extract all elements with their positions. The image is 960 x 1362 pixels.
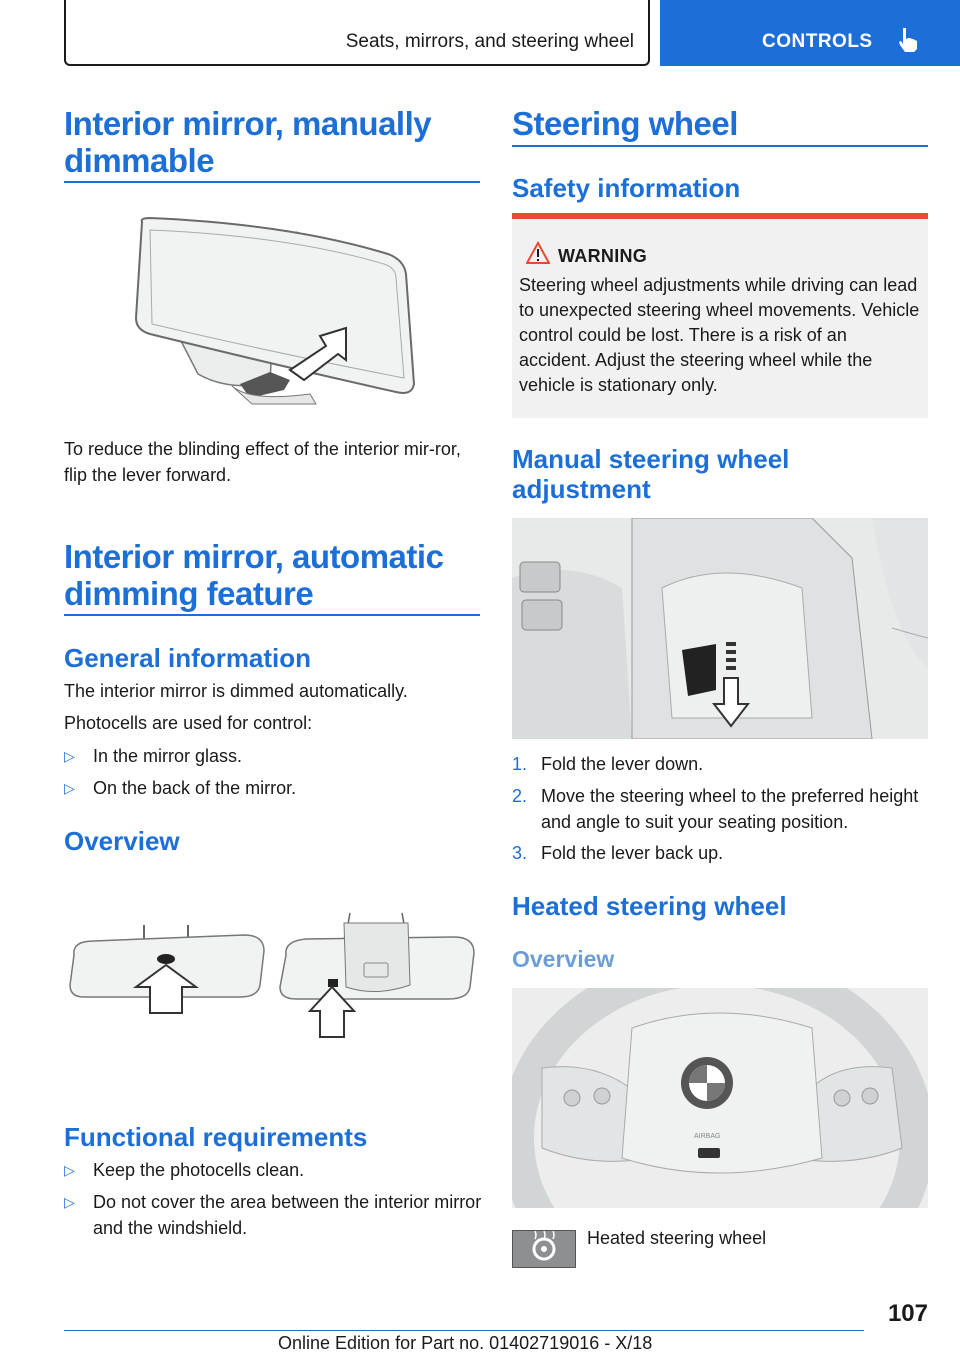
step-text: Fold the lever down. — [541, 754, 704, 774]
heading-rule — [64, 614, 480, 616]
step-number: 2. — [512, 786, 528, 806]
step-text: Move the steering wheel to the preferred height and angle to suit your seating position. — [541, 786, 919, 832]
warning-triangle-icon — [526, 241, 550, 265]
manual-dimming-text: To reduce the blinding effect of the interior mir-ror, flip the lever forward. — [64, 439, 461, 485]
header-section-tab — [64, 0, 650, 66]
figure-mirror-photocells — [64, 905, 480, 1045]
bullet-triangle-icon: ▷ — [64, 1162, 75, 1178]
heading-automatic-dimming: Interior mirror, automatic dimming feature — [64, 538, 444, 612]
heated-steering-wheel-button-icon — [512, 1230, 576, 1268]
general-text-2: Photocells are used for control: — [64, 713, 313, 733]
heading-safety-information: Safety information — [512, 173, 741, 203]
warning-box — [512, 213, 928, 418]
footer-edition: Online Edition for Part no. 01402719016 - X/18 — [278, 1333, 653, 1353]
heated-button-caption: Heated steering wheel — [587, 1228, 767, 1248]
general-text-1: The interior mirror is dimmed automatically. — [64, 681, 408, 701]
list-item-text: On the back of the mirror. — [93, 778, 297, 798]
list-item-text: In the mirror glass. — [93, 746, 243, 766]
heading-functional-requirements: Functional requirements — [64, 1122, 368, 1152]
figure-heated-steering-wheel — [512, 988, 928, 1208]
heading-steering-wheel: Steering wheel — [512, 105, 738, 142]
heading-rule — [64, 181, 480, 183]
bullet-triangle-icon: ▷ — [64, 780, 75, 796]
list-item-text: Keep the photocells clean. — [93, 1160, 305, 1180]
heading-manual-dimmable: Interior mirror, manually dimmable — [64, 105, 432, 179]
heading-overview: Overview — [64, 826, 180, 856]
list-item-text: Do not cover the area between the interior mirror and the windshield. — [93, 1192, 482, 1238]
step-text: Fold the lever back up. — [541, 843, 724, 863]
heading-manual-steering-adjustment: Manual steering wheel adjustment — [512, 444, 790, 504]
pointing-hand-icon — [896, 27, 922, 53]
heading-heated-steering-wheel: Heated steering wheel — [512, 891, 787, 921]
warning-text: Steering wheel adjustments while driving can lead to unexpected steering wheel movements. Vehicle control could be lost. There is a risk of an accident. Adjust the steering wheel while the vehicle is stationary only. — [519, 275, 920, 395]
airbag-label: AIRBAG — [694, 1133, 721, 1140]
page-number: 107 — [887, 1300, 928, 1327]
figure-steering-column-lever — [512, 518, 928, 739]
header-chapter-title: CONTROLS — [762, 31, 873, 52]
header-chapter-tab[interactable] — [660, 0, 960, 66]
bullet-triangle-icon: ▷ — [64, 1194, 75, 1210]
heading-rule — [512, 145, 928, 147]
step-number: 3. — [512, 843, 528, 863]
step-number: 1. — [512, 754, 528, 774]
heading-general-information: General information — [64, 643, 312, 673]
warning-title: WARNING — [558, 246, 648, 266]
bullet-triangle-icon: ▷ — [64, 748, 75, 764]
header-section-title: Seats, mirrors, and steering wheel — [345, 31, 634, 52]
heading-heated-overview: Overview — [512, 946, 615, 972]
figure-manual-mirror — [120, 214, 430, 410]
footer-rule — [64, 1330, 864, 1331]
